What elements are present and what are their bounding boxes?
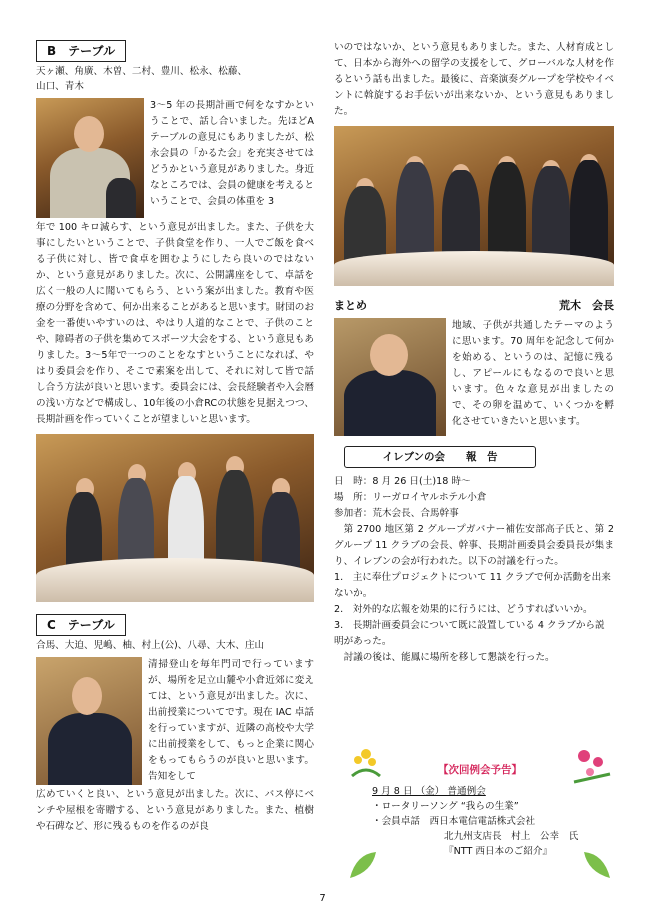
next-meeting-notice — [346, 740, 614, 882]
section-c-text: 広めていくと良い、という意見が出ました。次に、バス停にベンチや屋根を寄贈する、という意見がありました。また、植樹や石碑など、形に残るものを作るのが良 — [36, 789, 314, 832]
right-column — [334, 40, 614, 666]
section-b-heading: B テーブル — [36, 40, 126, 62]
section-b-body — [36, 98, 314, 428]
eleven-closing: 討議の後は、能鳳に場所を移して懇談を行った。 — [343, 652, 555, 663]
page-number: 7 — [319, 893, 326, 904]
flower-decoration-right-icon — [570, 744, 614, 784]
eleven-body: 第 2700 地区第 2 グループガバナー補佐安部高子氏と、第 2 グループ 11 クラブの会長、幹事、長期計画委員会委員長が集まり、イレブンの会が行われた。以下の討議を行った。 — [334, 524, 614, 567]
section-b-group-photo — [36, 434, 314, 602]
notice-date: 9 月 8 日 （金） 普通例会 — [372, 786, 486, 797]
eleven-date: 日 時：8 月 26 日(土)18 時～ — [334, 476, 471, 487]
section-c-continuation: いのではないか、という意見もありました。また、人材育成として、日本から海外への留学の支援をして、グローバルな人材を作るという話も出ました。最後に、音楽演奏グループを学校やイベントに斡旋するお手伝いが出来ないか、という意見もありました。 — [334, 42, 614, 117]
section-b-text: 年で 100 キロ減らす、という意見が出ました。また、子供を大事にしたいということで、子供食堂を作り、一人でご飯を食べる子供に対し、皆で食卓を囲むようにしたら良いのではないか、という意見がありました。次に、公開講座をして、卓話を広く一般の人に聞いてもらう、という案が出ました。教育や医療の分野を含めて、何か出来ることがあると思います。財団のお金を一番使いやすいのは、やはり人道的なことで、子供のことや、障碍者の子供を集めてスポーツ大会をする、という意見もありました。3～5年で一つのことをなすということになれば、やはり委員会を作り、そこで素案を出して、それに対して皆で話し合う方法が良いと思います。委員会には、会長経験者や入会暦の浅い方などで構成し、10年後の小倉RCの状態を見据えつつ、長期計画を作っていくことが望ましいと思います。 — [36, 222, 314, 425]
leaf-decoration-bottom-left-icon — [346, 848, 380, 882]
section-c-heading: C テーブル — [36, 614, 126, 636]
summary-header — [334, 298, 614, 314]
eleven-report — [334, 474, 614, 666]
eleven-item-2: 2. 対外的な広報を効果的に行うには、どうすればいいか。 — [334, 604, 593, 615]
notice-topic: 『NTT 西日本のご紹介』 — [444, 846, 553, 857]
notice-title: 【次回例会予告】 — [438, 764, 522, 776]
eleven-item-1: 1. 主に奉仕プロジェクトについて 11 クラブで何か活動を出来ないか。 — [334, 572, 611, 599]
notice-lines — [372, 784, 614, 859]
leaf-decoration-bottom-right-icon — [580, 848, 614, 882]
summary-body — [334, 318, 614, 438]
section-b-text-wrapped: 3～5 年の長期計画で何をなすかということで、話し合いました。先ほどAテーブルの意見にもありましたが、松永会員の「かるた会」を充実させてはどうかという意見がありました。身近なところでは、会員の健康を考えるということで、会員の体重を 3 — [150, 100, 314, 207]
notice-song: ・ロータリーソング “我らの生業” — [372, 801, 519, 812]
section-c-speaker-photo — [36, 657, 142, 785]
section-c-text-wrapped: 清掃登山を毎年門司で行っていますが、場所を足立山麓や小倉近郊に変えては、という意見が出ました。次に、出前授業についてです。現在 IAC 卓話を行っていますが、近隣の高校や大学に出前授業をして、もっと企業に関心をもってもらうのが良いと思います。告知をして — [148, 659, 314, 782]
notice-speaker-label: ・会員卓話 西日本電信電話株式会社 — [372, 816, 536, 827]
section-b-members — [36, 64, 314, 94]
section-c-members: 合馬、大迫、児嶋、柚、村上(公)、八尋、大木、庄山 — [36, 640, 265, 651]
section-b-members-line2: 山口、青木 — [36, 81, 84, 92]
summary-heading: まとめ — [334, 299, 367, 312]
eleven-place: 場 所：リーガロイヤルホテル小倉 — [334, 492, 487, 503]
section-c-group-photo — [334, 126, 614, 286]
section-c-body — [36, 657, 314, 835]
section-b-members-line1: 天ヶ瀬、角廣、木曽、二村、豊川、松永、松藤、 — [36, 66, 248, 77]
left-column — [36, 40, 314, 835]
flower-decoration-left-icon — [346, 740, 386, 780]
summary-speaker: 荒木 会長 — [559, 299, 614, 312]
eleven-heading: イレブンの会 報 告 — [344, 446, 536, 468]
eleven-item-3: 3. 長期計画委員会について既に設置している 4 クラブから説明があった。 — [334, 620, 605, 647]
summary-speaker-photo — [334, 318, 446, 436]
summary-text: 地域、子供が共通したテーマのように思います。70 周年を記念して何かを始める、というのは、記憶に残るし、アピールにもなるので良いと思います。色々な意見が出ましたので、その卵を温めて、いくつかを孵化させていきたいと思います。 — [452, 320, 614, 427]
notice-speaker-name: 北九州支店長 村上 公幸 氏 — [444, 831, 579, 842]
eleven-attendees: 参加者：荒木会長、合馬幹事 — [334, 508, 459, 519]
section-b-speaker-photo — [36, 98, 144, 218]
